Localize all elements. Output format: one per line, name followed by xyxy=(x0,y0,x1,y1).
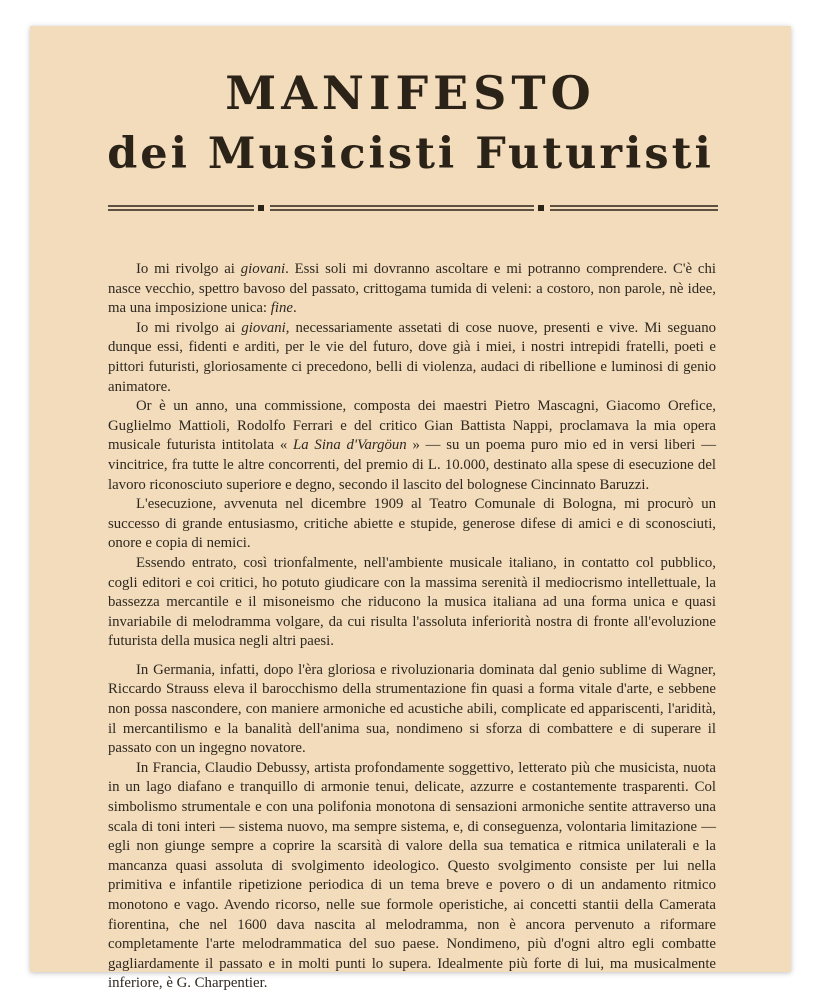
paragraph-3: Or è un anno, una commissione, composta dei maestri Pietro Mascagni, Giacomo Orefice, Guglielmo Mattioli, Rodolfo Ferrari e del critico Gian Battista Nappi, proclamava la mia opera musicale futurista intitolata « La Sina d'Vargöun » — su un poema puro mio ed in versi liberi — vincitrice, fra tutte le altre concorrenti, del premio di L. 10.000, destinato alla spese di esecuzione del lavoro riconosciuto superiore e degno, secondo il lascito del bolognese Cincinnato Baruzzi. xyxy=(108,398,716,493)
paragraph-5: Essendo entrato, così trionfalmente, nell'ambiente musicale italiano, in contatto col pubblico, cogli editori e coi critici, ho potuto giudicare con la massima serenità il mediocrismo intellettuale, la bassezza mercantile e il misoneismo che riducono la musica italiana ad una forma unica e quasi invariabile di melodramma volgare, da cui risulta l'assoluta inferiorità nostra di fronte all'evoluzione futurista della musica negli altri paesi. xyxy=(108,554,716,650)
title-line-2: dei Musicisti Futuristi xyxy=(107,129,714,179)
paragraph-7: In Francia, Claudio Debussy, artista profondamente soggettivo, letterato più che musicista, nuota in un lago diafano e tranquillo di armonie tenui, delicate, azzurre e costantemente trasparenti. Col simbolismo strumentale e con una polifonia monotona di sensazioni armoniche sentite attraverso una scala di toni interi — sistema nuovo, ma sempre sistema, e, di conseguenza, volontaria limitazione — egli non giunge sempre a coprire la scarsità di valore della sua tematica e ritmica unilaterali e la mancanza quasi assoluta di svolgimento ideologico. Questo svolgimento consiste per lui nella primitiva e infantile ripetizione periodica di un tema breve e povero o di un andamento ritmico monotono e vago. Avendo ricorso, nelle sue formole operistiche, ai concetti stantii della Camerata fiorentina, che nel 1600 dava nascita al melodramma, non è ancora pervenuto a riformare completamente l'arte melodrammatica del suo paese. Nondimeno, più d'ogni altro egli combatte gagliardamente il passato e in molti punti lo supera. Idealmente più forte di lui, ma musicalmente inferiore, è G. Charpentier. xyxy=(108,759,716,992)
paragraph-6: In Germania, infatti, dopo l'èra gloriosa e rivoluzionaria dominata dal genio sublime di Wagner, Riccardo Strauss eleva il barocchismo della strumentazione fin quasi a forma vitale d'arte, e sebbene non possa nascondere, con maniere armoniche ed acustiche abili, complicate ed appariscenti, l'aridità, il mercantilismo e la banalità dell'anima sua, nondimeno si sforza di combattere e di superare il passato con un ingegno novatore. xyxy=(108,661,716,757)
paragraph-2: Io mi rivolgo ai giovani, necessariamente assetati di cose nuove, presenti e vive. Mi seguano dunque essi, fidenti e arditi, per le vie del futuro, dove già i miei, i nostri intrepidi fratelli, poeti e pittori futuristi, gloriosamente ci precedono, belli di violenza, audaci di ribellione e luminosi di genio animatore. xyxy=(108,319,716,395)
paragraph-4: L'esecuzione, avvenuta nel dicembre 1909 al Teatro Comunale di Bologna, mi procurò un successo di grande entusiasmo, critiche abiette e stupide, generose difese di amici e di sconosciuti, onore e copia di nemici. xyxy=(108,496,716,552)
ornamental-divider xyxy=(108,202,718,214)
manifesto-page xyxy=(30,26,791,992)
manifesto-body xyxy=(108,260,716,994)
title-line-1: MANIFESTO xyxy=(225,66,596,120)
paragraph-1: Io mi rivolgo ai giovani. Essi soli mi dovranno ascoltare e mi potranno comprendere. C'è chi nasce vecchio, spettro bavoso del passato, crittogama tumida di veleni: a costoro, non parole, nè idee, ma una imposizione unica: fine. xyxy=(108,261,716,317)
